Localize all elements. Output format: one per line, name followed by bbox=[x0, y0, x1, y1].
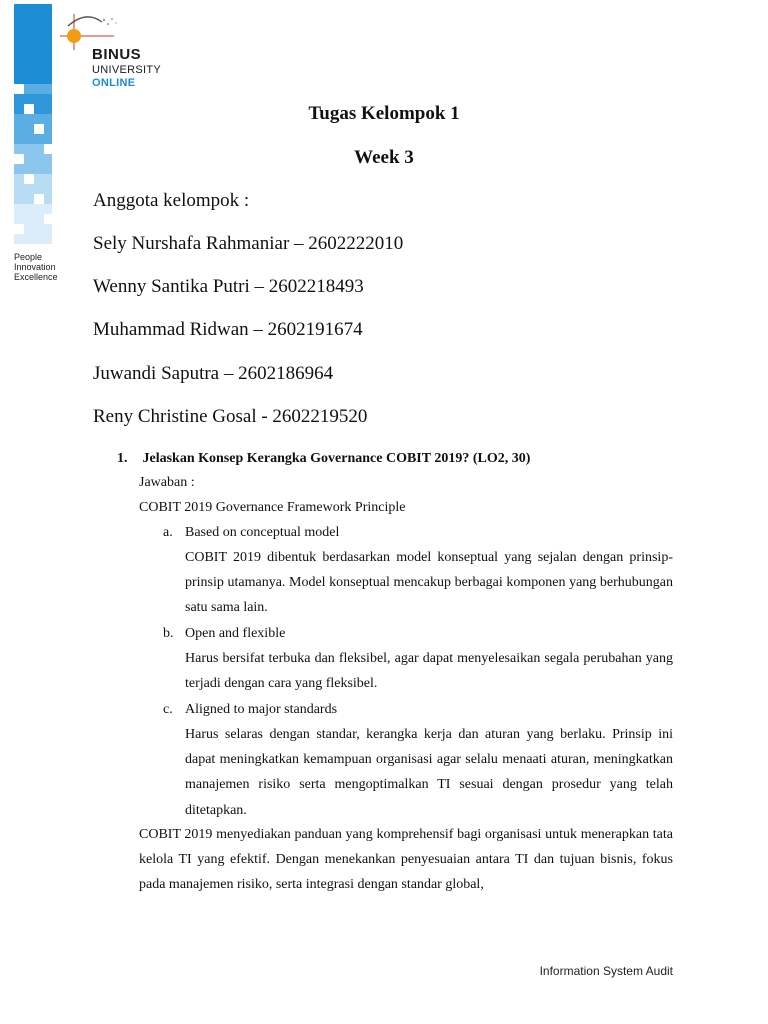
member-item: Juwandi Saputra – 2602186964 bbox=[93, 363, 334, 384]
strip-tile bbox=[24, 124, 34, 134]
principle-marker: c. bbox=[163, 702, 173, 717]
strip-tile bbox=[34, 194, 44, 204]
strip-tile bbox=[14, 84, 24, 94]
tagline-line: People bbox=[14, 252, 43, 262]
strip-tile bbox=[24, 204, 34, 214]
strip-tile bbox=[14, 224, 24, 234]
strip-solid-block bbox=[14, 4, 52, 84]
strip-tile bbox=[24, 234, 34, 244]
question-number: 1. bbox=[117, 451, 128, 466]
strip-tile bbox=[14, 204, 24, 214]
document-title: Tugas Kelompok 1 bbox=[308, 103, 460, 124]
strip-tile bbox=[14, 124, 24, 134]
tagline-line: Innovation bbox=[14, 262, 56, 272]
strip-tile bbox=[44, 214, 52, 224]
strip-tile bbox=[24, 214, 34, 224]
logo-word-university: UNIVERSITY bbox=[92, 64, 162, 76]
question-text: Jelaskan Konsep Kerangka Governance COBIT 2019? (LO2, 30) bbox=[142, 451, 531, 466]
tagline-line: Excellence bbox=[14, 272, 58, 282]
strip-tile bbox=[34, 224, 44, 234]
strip-tile bbox=[44, 184, 52, 194]
principle-marker: b. bbox=[163, 626, 174, 641]
strip-tile bbox=[34, 174, 44, 184]
binus-logo bbox=[58, 12, 188, 92]
strip-tile bbox=[34, 134, 44, 144]
strip-tile bbox=[34, 124, 44, 134]
strip-tile bbox=[44, 194, 52, 204]
strip-tile bbox=[44, 84, 52, 94]
strip-tile bbox=[14, 214, 24, 224]
strip-tile bbox=[24, 134, 34, 144]
strip-tile bbox=[14, 174, 24, 184]
strip-tile bbox=[24, 184, 34, 194]
strip-tile bbox=[34, 184, 44, 194]
tagline bbox=[14, 252, 58, 282]
member-item: Wenny Santika Putri – 2602218493 bbox=[93, 276, 364, 297]
principle-body: Harus bersifat terbuka dan fleksibel, agar dapat menyelesaikan segala perubahan yang terjadi dengan cara yang fleksibel. bbox=[185, 651, 673, 692]
strip-tile bbox=[24, 194, 34, 204]
member-item: Muhammad Ridwan – 2602191674 bbox=[93, 319, 363, 340]
footer-text: Information System Audit bbox=[539, 964, 673, 978]
member-item: Reny Christine Gosal - 2602219520 bbox=[93, 406, 368, 427]
strip-tile bbox=[14, 234, 24, 244]
question-heading bbox=[117, 451, 530, 467]
principle-marker: a. bbox=[163, 525, 173, 540]
strip-tile bbox=[44, 234, 52, 244]
principle-body: Harus selaras dengan standar, kerangka kerja dan aturan yang berlaku. Prinsip ini dapat meningkatkan kemampuan organisasi agar selalu menaati aturan, meningkatkan manajemen risiko serta mengoptimalkan TI sesuai dengan prosedur yang telah ditetapkan. bbox=[185, 727, 673, 818]
strip-tile bbox=[14, 184, 24, 194]
logo-word-online: ONLINE bbox=[92, 77, 136, 89]
principle-body: COBIT 2019 dibentuk berdasarkan model konseptual yang sejalan dengan prinsip-prinsip utamanya. Model konseptual mencakup berbagai komponen yang berhubungan satu sama lain. bbox=[185, 550, 673, 616]
strip-tile bbox=[44, 224, 52, 234]
strip-tile bbox=[34, 234, 44, 244]
members-heading: Anggota kelompok : bbox=[93, 190, 250, 211]
principle-title: Aligned to major standards bbox=[185, 702, 338, 717]
strip-tile bbox=[14, 194, 24, 204]
document-week: Week 3 bbox=[354, 147, 414, 168]
principle-title: Based on conceptual model bbox=[185, 525, 340, 540]
principle-title: Open and flexible bbox=[185, 626, 286, 641]
strip-tile bbox=[44, 124, 52, 134]
strip-tile bbox=[24, 84, 34, 94]
framework-title: COBIT 2019 Governance Framework Principle bbox=[139, 500, 406, 515]
strip-tile bbox=[24, 224, 34, 234]
strip-tile bbox=[34, 84, 44, 94]
closing-paragraph: COBIT 2019 menyediakan panduan yang komprehensif bagi organisasi untuk menerapkan tata kelola TI yang efektif. Dengan menekankan penyesuaian antara TI dan tujuan bisnis, fokus pada manajemen risiko, serta integrasi dengan standar global, bbox=[139, 827, 673, 893]
member-item: Sely Nurshafa Rahmaniar – 2602222010 bbox=[93, 233, 404, 254]
strip-tile bbox=[14, 134, 24, 144]
strip-tile bbox=[44, 134, 52, 144]
strip-tile bbox=[34, 214, 44, 224]
strip-tile bbox=[44, 204, 52, 214]
strip-tile bbox=[44, 174, 52, 184]
answer-label: Jawaban : bbox=[139, 475, 195, 490]
strip-tile bbox=[34, 204, 44, 214]
strip-tile bbox=[24, 174, 34, 184]
logo-word-binus: BINUS bbox=[92, 46, 142, 63]
